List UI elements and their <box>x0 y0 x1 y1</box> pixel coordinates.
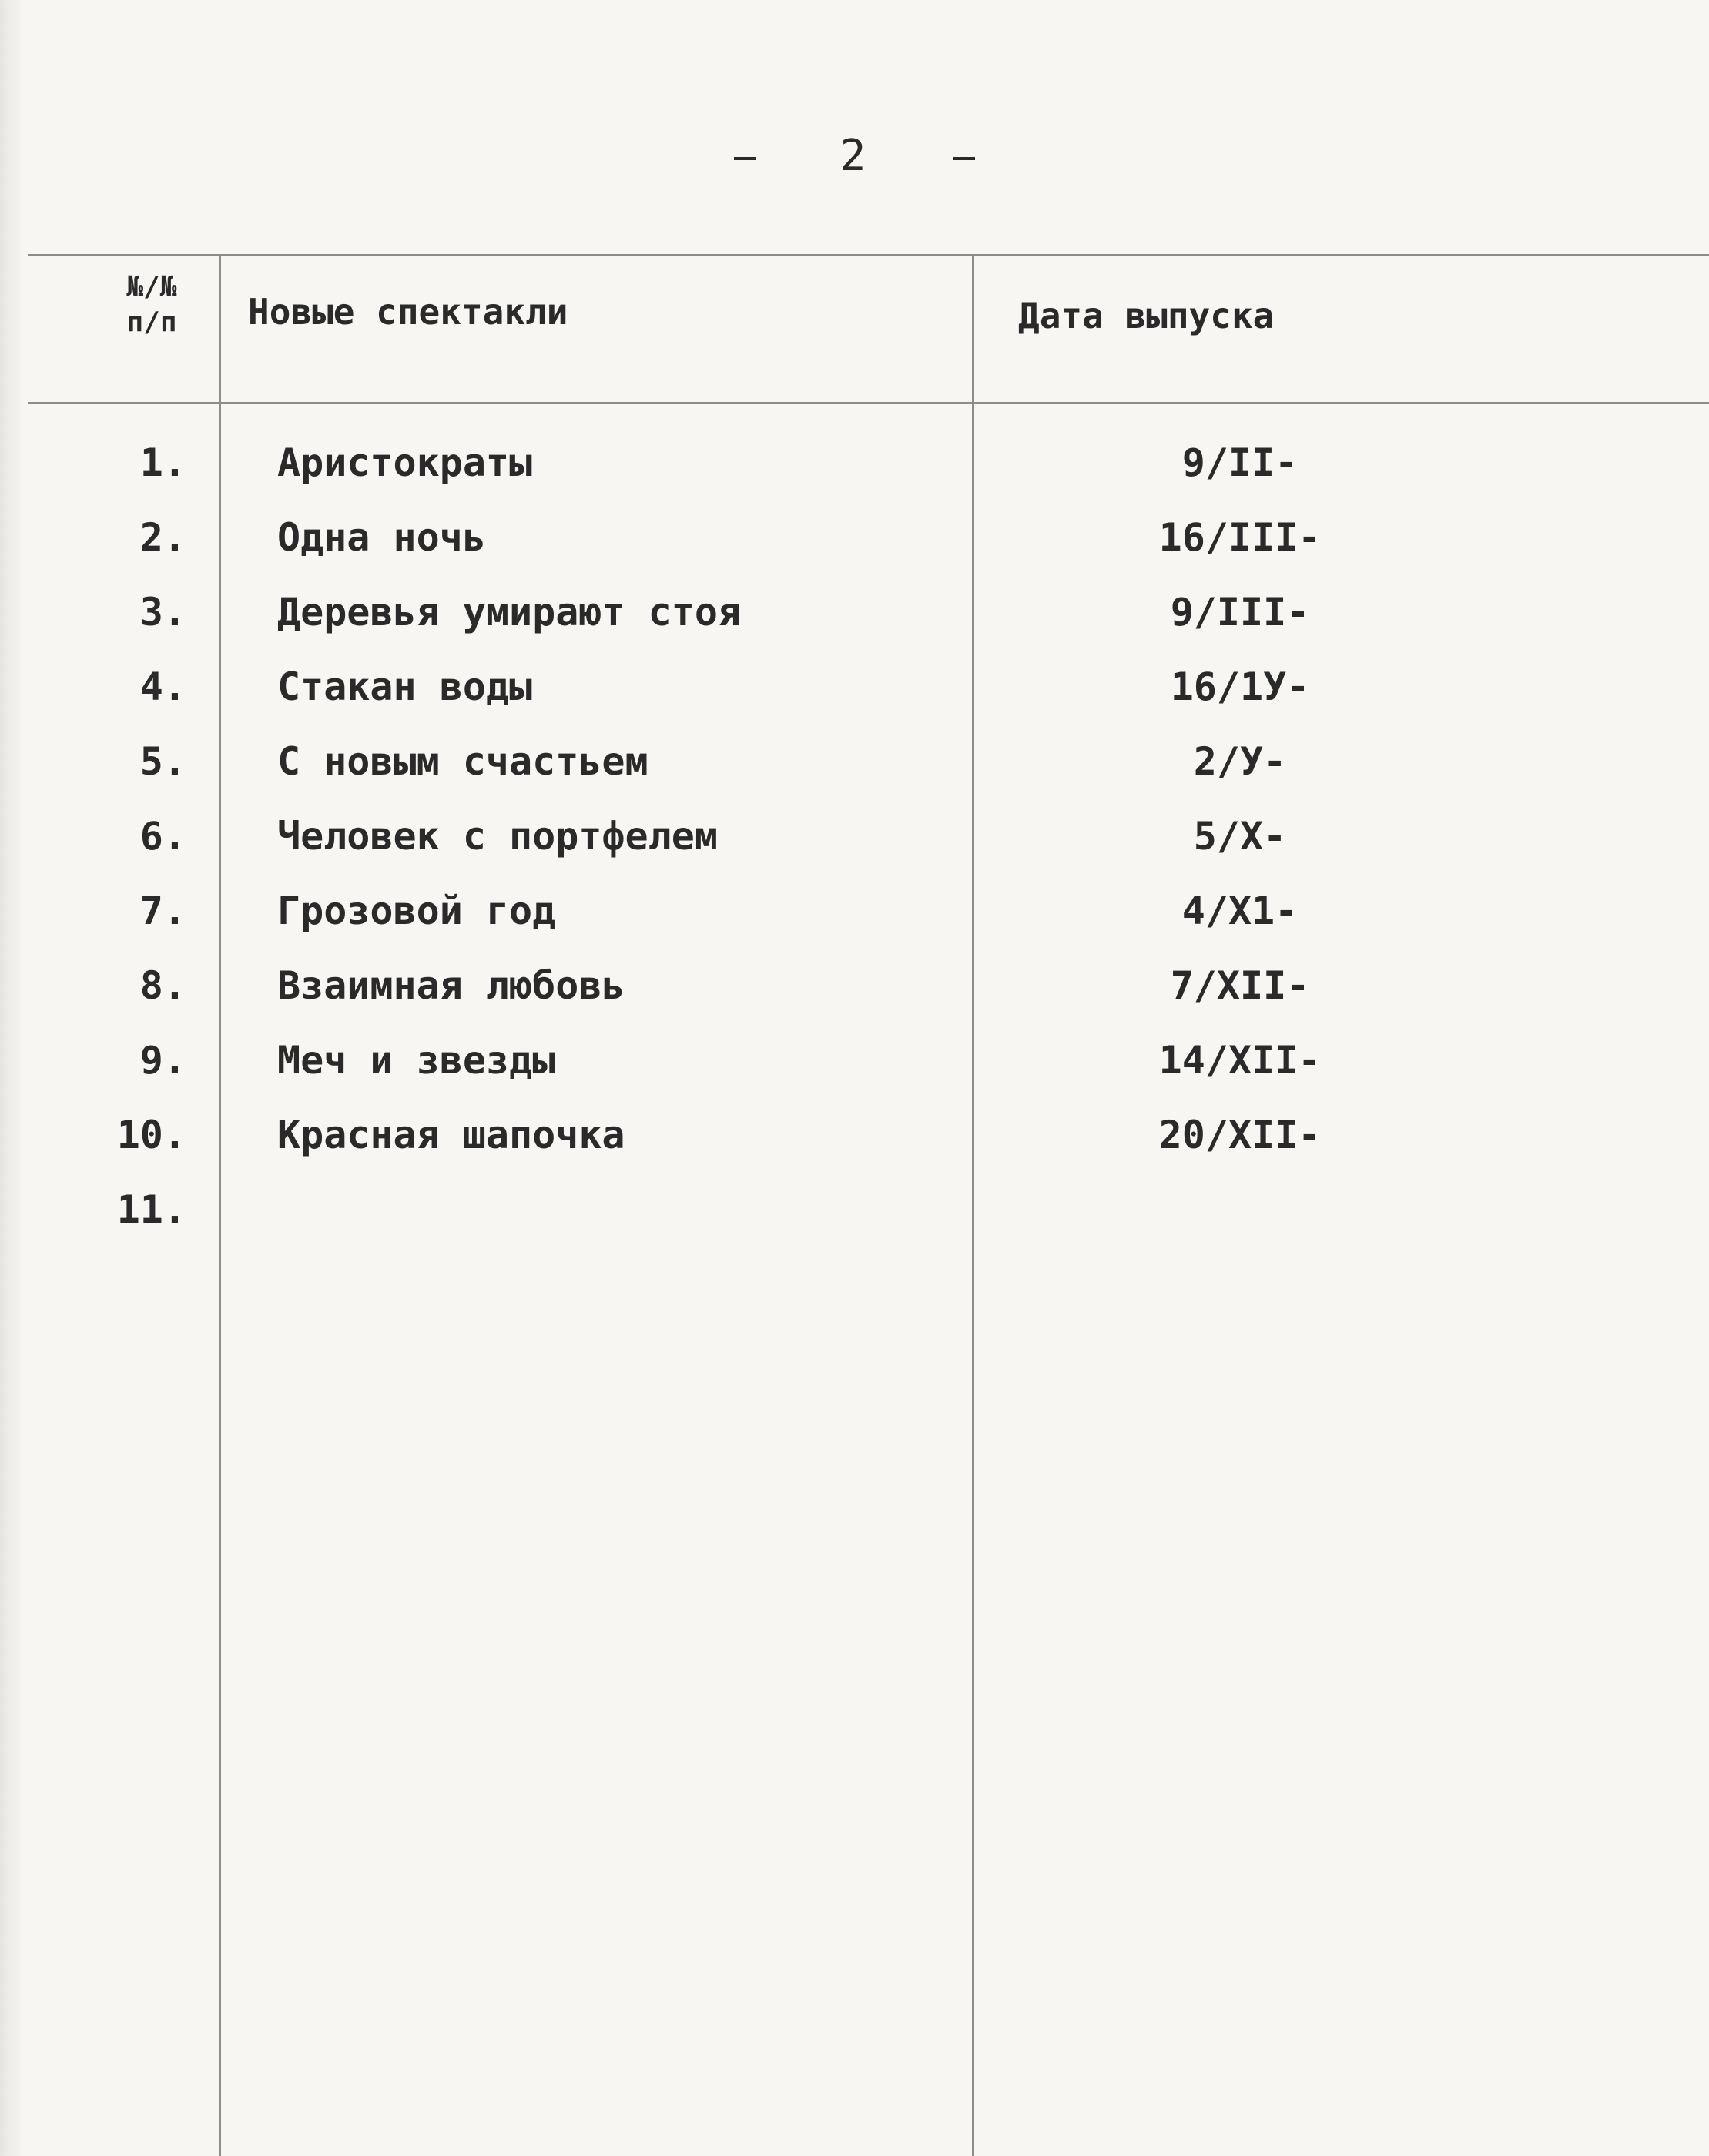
row-number: 3. <box>139 590 186 634</box>
row-date: 16/1У- <box>1170 665 1310 709</box>
row-title: Человек с портфелем <box>277 814 718 859</box>
table-row <box>0 665 1709 734</box>
row-date: 16/III- <box>1158 515 1322 560</box>
table-row <box>0 1038 1709 1107</box>
row-number: 10. <box>116 1113 186 1157</box>
row-number: 7. <box>139 889 186 933</box>
row-number: 6. <box>139 814 186 859</box>
table-row <box>0 739 1709 808</box>
row-date: 7/XII- <box>1170 963 1310 1008</box>
row-number: 4. <box>139 665 186 709</box>
table-row <box>0 515 1709 584</box>
row-number: 2. <box>139 515 186 560</box>
row-number: 8. <box>139 963 186 1008</box>
header-number-line1: №/№ <box>126 271 177 303</box>
row-number: 11. <box>116 1187 186 1232</box>
row-number: 5. <box>139 739 186 784</box>
page-number-value: 2 <box>839 131 870 181</box>
row-title: Одна ночь <box>277 515 486 560</box>
table-row <box>0 889 1709 958</box>
table-row <box>0 590 1709 659</box>
row-title: С новым счастьем <box>277 739 648 784</box>
row-title: Меч и звезды <box>277 1038 556 1083</box>
row-title: Аристократы <box>277 440 533 485</box>
header-title: Новые спектакли <box>248 291 568 333</box>
row-date: 5/X- <box>1193 814 1287 859</box>
header-number <box>109 270 194 340</box>
header-date: Дата выпуска <box>1018 295 1275 336</box>
row-title: Красная шапочка <box>277 1113 625 1157</box>
row-date: 20/XII- <box>1158 1113 1322 1157</box>
row-date: 4/X1- <box>1181 889 1299 933</box>
row-title: Взаимная любовь <box>277 963 625 1008</box>
table-row <box>0 814 1709 883</box>
row-date: 2/У- <box>1193 739 1287 784</box>
row-number: 9. <box>139 1038 186 1083</box>
dash-left <box>734 157 756 160</box>
dash-right <box>953 157 975 160</box>
page-number <box>0 131 1709 181</box>
row-date: 9/II- <box>1181 440 1299 485</box>
row-title: Деревья умирают стоя <box>277 590 742 634</box>
table-header-rule <box>28 402 1709 404</box>
header-number-line2: п/п <box>126 306 177 338</box>
row-date: 9/III- <box>1170 590 1310 634</box>
table-row <box>0 440 1709 510</box>
table-row <box>0 963 1709 1033</box>
table-top-rule <box>28 254 1709 256</box>
row-title: Грозовой год <box>277 889 556 933</box>
table-row <box>0 1187 1709 1257</box>
table-row <box>0 1113 1709 1182</box>
row-title: Стакан воды <box>277 665 533 709</box>
row-date: 14/XII- <box>1158 1038 1322 1083</box>
row-number: 1. <box>139 440 186 485</box>
